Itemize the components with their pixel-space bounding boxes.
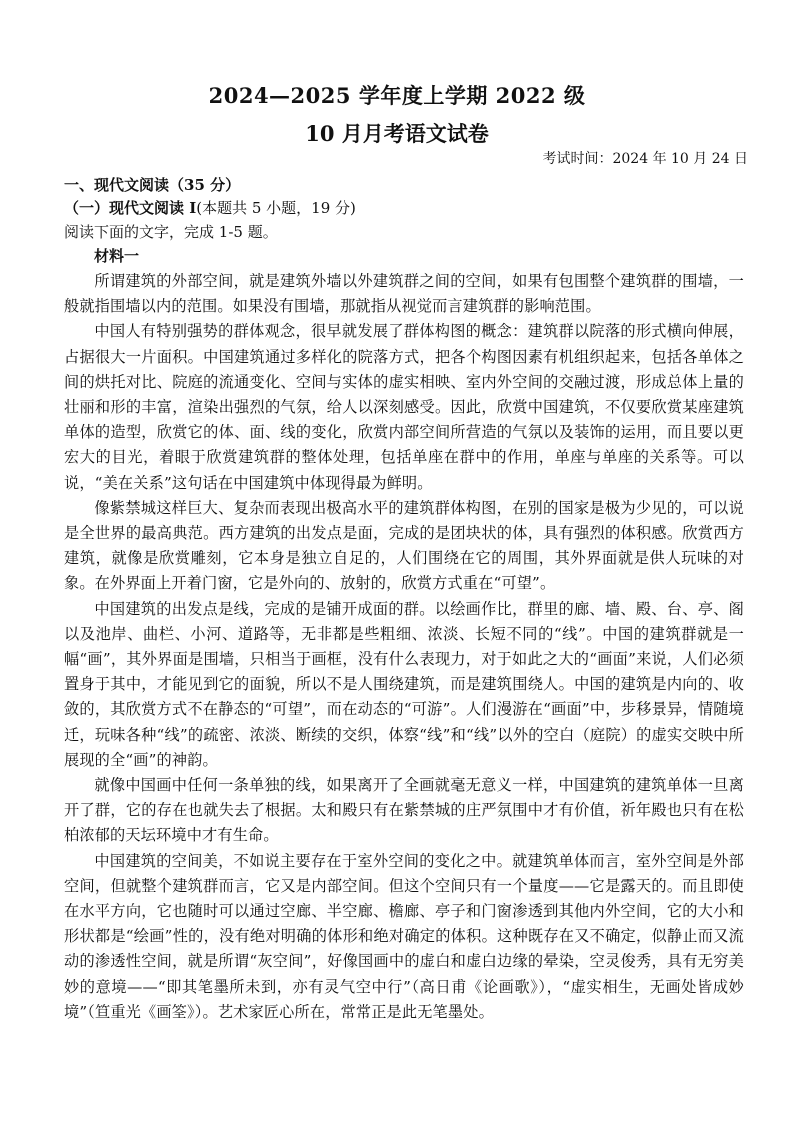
paragraph: 像紫禁城这样巨大、复杂而表现出极高水平的建筑群体构图，在别的国家是极为少见的，可以说是全世界的最高典范。西方建筑的出发点是面，完成的是团块状的体，具有强烈的体积感。欣赏西方建筑，就像是欣赏雕刻，它本身是独立自足的，人们围绕在它的周围，其外界面就是供人玩味的对象。在外界面上开着门窗，它是外向的、放射的，欣赏方式重在“可望”。	[64, 498, 744, 593]
paragraph: 中国建筑的空间美，不如说主要存在于室外空间的变化之中。就建筑单体而言，室外空间是外部空间，但就整个建筑群而言，它又是内部空间。但这个空间只有一个量度——它是露天的。而且即使在水平方向，它也随时可以通过空廊、半空廊、檐廊、亭子和门窗渗透到其他内外空间，它的大小和形状都是“绘画”性的，没有绝对明确的体形和绝对确定的体积。这种既存在又不确定，似静止而又流动的渗透性空间，就是所谓“灰空间”，好像国画中的虚白和虚白边缘的晕染，空灵俊秀，具有无穷美妙的意境——“即其笔墨所未到，亦有灵气空中行”（高日甫《论画歌》），“虚实相生，无画处皆成妙境”（笪重光《画筌》）。艺术家匠心所在，常常正是此无笔墨处。	[64, 851, 744, 1021]
reading-instruction: 阅读下面的文字，完成 1-5 题。	[64, 223, 278, 241]
paragraph: 所谓建筑的外部空间，就是建筑外墙以外建筑群之间的空间，如果有包围整个建筑群的围墙，一般就指围墙以内的范围。如果没有围墙，那就指从视觉而言建筑群的影响范围。	[64, 272, 744, 316]
paragraph: 中国建筑的出发点是线，完成的是铺开成面的群。以绘画作比，群里的廊、墙、殿、台、亭、阁以及池岸、曲栏、小河、道路等，无非都是些粗细、浓淡、长短不同的“线”。中国的建筑群就是一幅“画”，其外界面是围墙，只相当于画框，没有什么表现力，对于如此之大的“画面”来说，人们必须置身于其中，才能见到它的面貌，所以不是人围绕建筑，而是建筑围绕人。中国的建筑是内向的、收敛的，其欣赏方式不在静态的“可望”，而在动态的“可游”。人们漫游在“画面”中，步移景异，情随境迁，玩味各种“线”的疏密、浓淡、断续的交织，体察“线”和“线”以外的空白（庭院）的虚实交映中所展现的全“画”的神韵。	[64, 599, 744, 769]
exam-title-line1: 2024—2025 学年度上学期 2022 级	[208, 83, 586, 108]
paragraph: 中国人有特别强势的群体观念，很早就发展了群体构图的概念：建筑群以院落的形式横向伸展，占据很大一片面积。中国建筑通过多样化的院落方式，把各个构图因素有机组织起来，包括各单体之间的烘托对比、院庭的流通变化、空间与实体的虚实相映、室内外空间的交融过渡，形成总体上量的壮丽和形的丰富，渲染出强烈的气氛，给人以深刻感受。因此，欣赏中国建筑，不仅要欣赏某座建筑单体的造型，欣赏它的体、面、线的变化，欣赏内部空间所营造的气氛以及装饰的运用，而且要以更宏大的目光，着眼于欣赏建筑群的整体处理，包括单座在群中的作用，单座与单座的关系等。可以说，“美在关系”这句话在中国建筑中体现得最为鲜明。	[64, 322, 744, 492]
paragraph: 就像中国画中任何一条单独的线，如果离开了全画就毫无意义一样，中国建筑的建筑单体一旦离开了群，它的存在也就失去了根据。太和殿只有在紫禁城的庄严氛围中才有价值，祈年殿也只有在松柏浓郁的天坛环境中才有生命。	[64, 776, 744, 845]
section-heading: 一、现代文阅读（35 分）	[64, 176, 241, 194]
passage-body	[64, 269, 744, 1025]
sub-heading-title: （一）现代文阅读 I	[64, 199, 197, 217]
exam-title-line2: 10 月月考语文试卷	[305, 121, 489, 146]
exam-time: 考试时间：2024 年 10 月 24 日	[542, 151, 748, 167]
material-label: 材料一	[94, 247, 140, 265]
sub-heading	[64, 197, 356, 218]
sub-heading-note: (本题共 5 小题，19 分)	[196, 199, 356, 217]
